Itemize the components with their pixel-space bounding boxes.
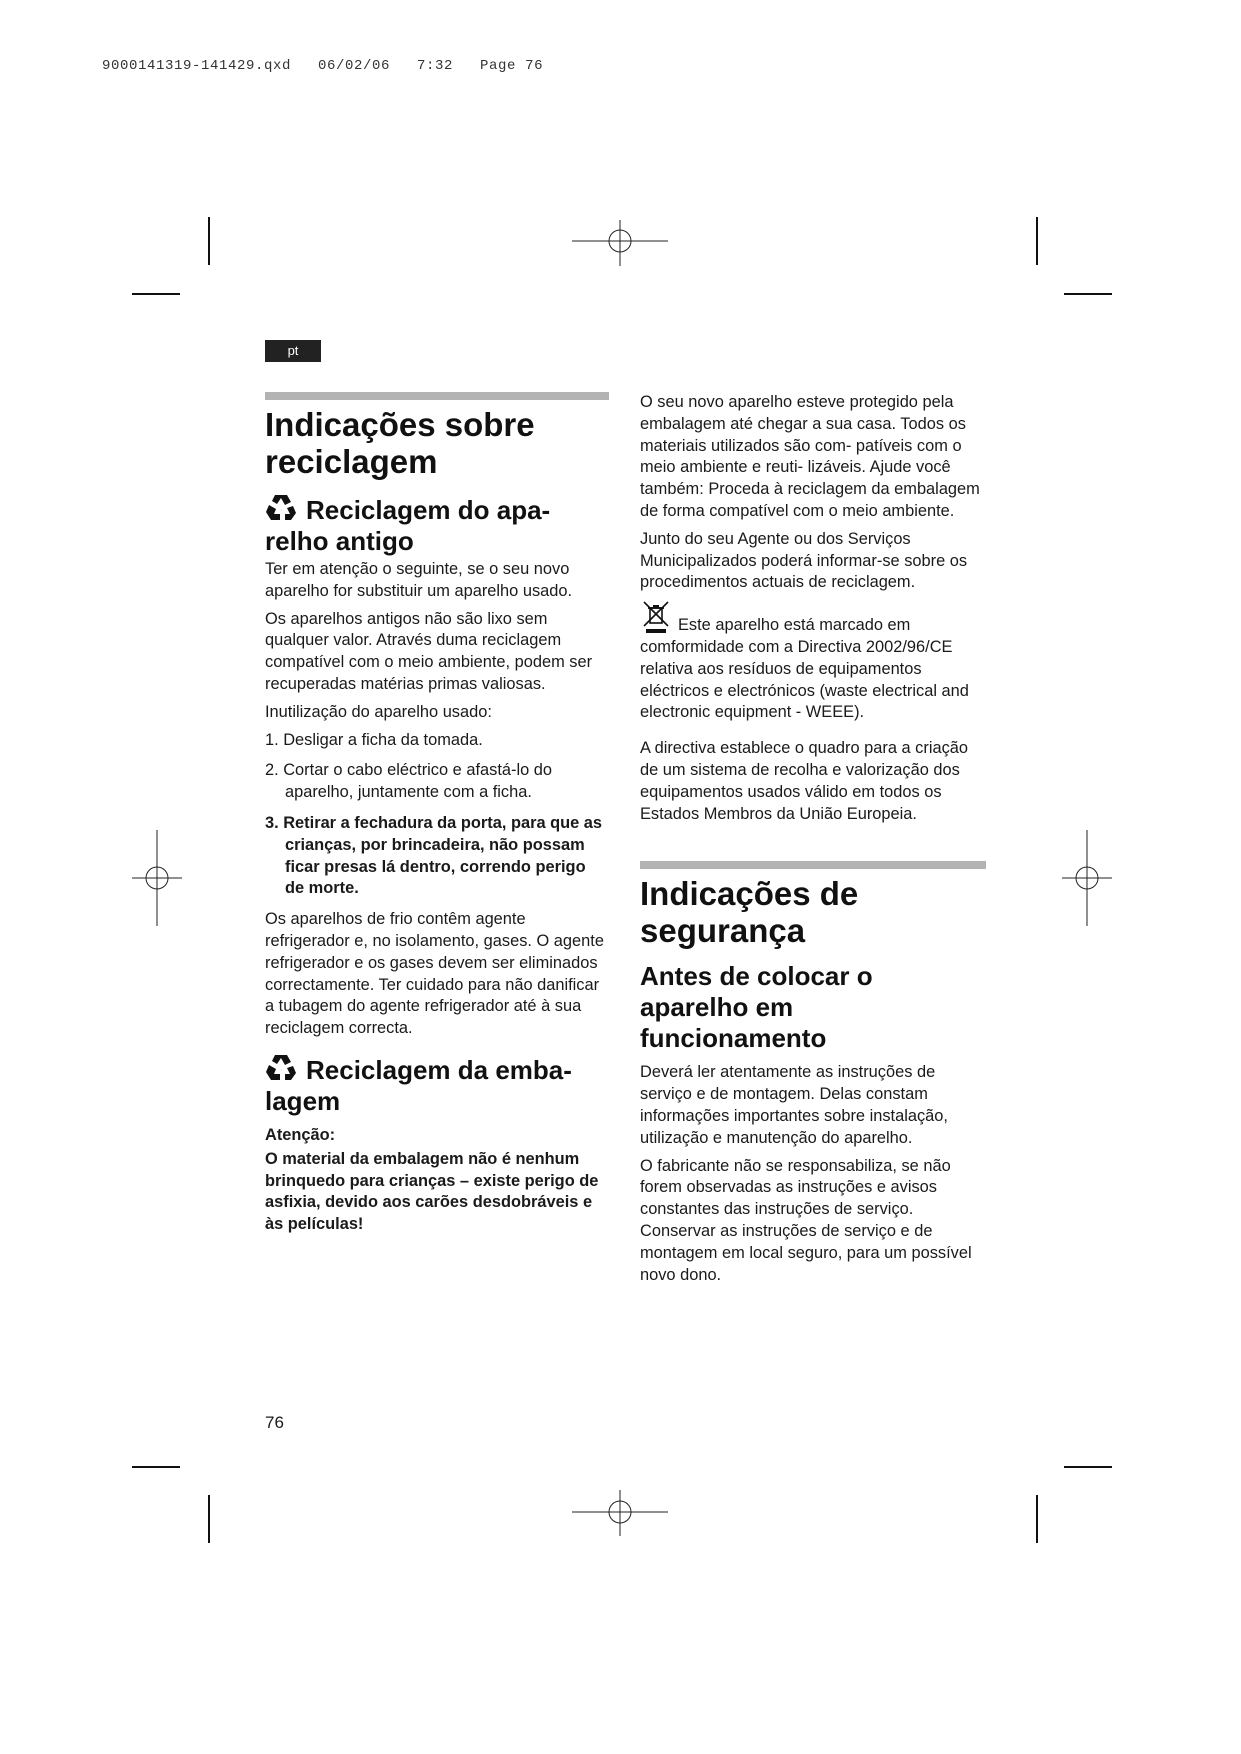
page-number: 76: [265, 1413, 284, 1432]
paragraph: O fabricante não se responsabiliza, se não forem observadas as instruções e avisos constantes das instruções de serviço. Conservar as instruções de serviço e de montagem em local seguro, para um possível novo dono.: [640, 1156, 972, 1284]
attention-label: Atenção:: [265, 1125, 336, 1144]
recycle-icon: [265, 492, 297, 522]
right-column: [640, 392, 986, 1292]
page-title: Indicações sobre reciclagem: [265, 406, 535, 480]
recycle-icon: [265, 1052, 297, 1082]
section-heading-text: Reciclagem da emba- lagem: [265, 1054, 572, 1116]
paragraph: Os aparelhos antigos não são lixo sem qualquer valor. Através duma reciclagem compatível com o meio ambiente, podem ser recuperadas matérias primas valiosas.: [265, 609, 593, 693]
section-rule: [640, 861, 986, 869]
disposal-steps: [265, 730, 609, 901]
paragraph: Deverá ler atentamente as instruções de serviço e de montagem. Delas constam informações importantes sobre instalação, utilização e manutenção do aparelho.: [640, 1063, 948, 1147]
warning-text: O material da embalagem não é nenhum brinquedo para crianças – existe perigo de asfixia, devido aos carões desdobráveis e às películas!: [265, 1149, 599, 1234]
list-item: 1. Desligar a ficha da tomada.: [265, 730, 483, 749]
crop-mark: [208, 1495, 210, 1543]
section-heading-packaging: [265, 1052, 609, 1117]
weee-text: Este aparelho está marcado em comformidade com a Directiva 2002/96/CE relativa aos resíduos de equipamentos eléctricos e electrónicos (waste electrical and electronic equipment - WEEE).: [640, 616, 969, 722]
crop-mark: [132, 293, 180, 295]
crop-mark: [208, 217, 210, 265]
crop-mark: [132, 1466, 180, 1468]
subsection-heading: Antes de colocar o aparelho em funcionamento: [640, 961, 873, 1054]
paragraph: O seu novo aparelho esteve protegido pela embalagem até chegar a sua casa. Todos os materiais utilizados são com- patíveis com o meio ambiente e reuti- lizáveis. Ajude você também: Proceda à reciclagem da embalagem de forma compatível com o meio ambiente.: [640, 393, 980, 520]
list-item: 3. Retirar a fechadura da porta, para que as crianças, por brincadeira, não possam ficar presas lá dentro, correndo perigo de morte.: [265, 813, 603, 898]
registration-mark-bottom: [572, 1490, 668, 1536]
crop-mark: [1064, 293, 1112, 295]
paragraph: Inutilização do aparelho usado:: [265, 702, 492, 721]
list-item: 2. Cortar o cabo eléctrico e afastá-lo do aparelho, juntamente com a ficha.: [265, 761, 552, 802]
print-slug: 9000141319-141429.qxd 06/02/06 7:32 Page 76: [102, 58, 544, 74]
left-column: [265, 392, 609, 1242]
paragraph: Os aparelhos de frio contêm agente refrigerador e, no isolamento, gases. O agente refrigerador e os gases devem ser eliminados correctamente. Ter cuidado para não danificar a tubagem do agente refrigerador até à sua reciclagem correcta.: [265, 910, 604, 1038]
crop-mark: [1036, 217, 1038, 265]
paragraph: A directiva establece o quadro para a criação de um sistema de recolha e valorização dos equipamentos usados válido em todos os Estados Membros da União Europeia.: [640, 739, 969, 823]
registration-mark-left: [132, 830, 182, 926]
registration-mark-right: [1062, 830, 1112, 926]
crop-mark: [1064, 1466, 1112, 1468]
language-tag: pt: [265, 340, 321, 362]
crossed-out-bin-icon: [640, 600, 672, 634]
safety-title: Indicações de segurança: [640, 875, 859, 950]
weee-paragraph: [640, 600, 986, 724]
section-heading-text: Reciclagem do apa- relho antigo: [265, 495, 551, 556]
paragraph: Ter em atenção o seguinte, se o seu novo aparelho for substituir um aparelho usado.: [265, 560, 573, 600]
registration-mark-top: [572, 220, 668, 266]
section-heading-old-appliance: [265, 492, 609, 557]
paragraph: Junto do seu Agente ou dos Serviços Municipalizados poderá informar-se sobre os procedimentos actuais de reciclagem.: [640, 529, 968, 592]
crop-mark: [1036, 1495, 1038, 1543]
section-rule: [265, 392, 609, 400]
